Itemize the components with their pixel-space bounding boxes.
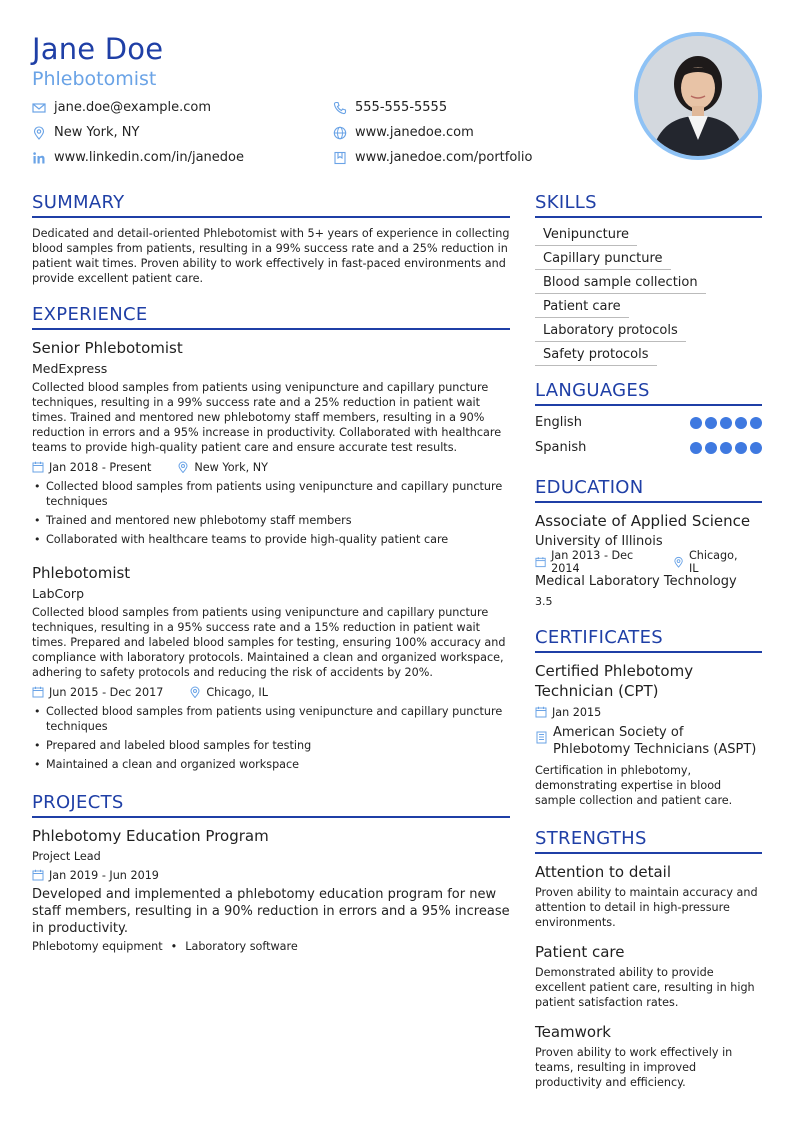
experience-entry: [32, 338, 510, 547]
job-description: Collected blood samples from patients using venipuncture and capillary puncture techniques, resulting in a 95% success rate and a 15% reduction in patient wait times. Prepared and labeled blood samples for testing, ensuring 100% accuracy and compliance with laboratory protocols. Maintained a clean and organized workspace, adhering to safety protocols and reducing the risk of accidents by 20%.: [32, 606, 506, 679]
avatar: [638, 36, 758, 156]
proficiency-dots: [687, 442, 762, 454]
phone-text: 555-555-5555: [355, 100, 448, 115]
proficiency-dot: [690, 442, 702, 454]
summary-heading: SUMMARY: [32, 192, 510, 218]
project-tags: [32, 940, 510, 953]
phone-icon: [333, 101, 347, 115]
education-school: University of Illinois: [535, 534, 663, 549]
strength-title: Teamwork: [535, 1023, 611, 1041]
candidate-title: Phlebotomist: [32, 68, 157, 90]
contact-email[interactable]: [32, 100, 211, 115]
list-item: • Prepared and labeled blood samples for testing: [32, 738, 510, 753]
proficiency-dot: [705, 417, 717, 429]
project-dates: Jan 2019 - Jun 2019: [49, 868, 159, 882]
language-row: [535, 435, 762, 460]
map-pin-icon: [177, 461, 189, 473]
left-column: [32, 192, 510, 953]
languages-list: [535, 410, 762, 460]
languages-heading: LANGUAGES: [535, 380, 762, 406]
skill-item: Laboratory protocols: [535, 322, 686, 342]
job-title: Phlebotomist: [32, 564, 131, 582]
language-name: Spanish: [535, 440, 587, 455]
building-icon: [535, 730, 548, 744]
strength-title: Patient care: [535, 943, 625, 961]
proficiency-dot: [735, 442, 747, 454]
strength-description: Demonstrated ability to provide excellent patient care, resulting in high patient satisfaction rates.: [535, 966, 755, 1009]
skill-item: Blood sample collection: [535, 274, 706, 294]
project-description: Developed and implemented a phlebotomy education program for new staff members, resulting in a 90% reduction in errors and a 95% increase in productivity.: [32, 887, 510, 936]
education-meta: [535, 549, 762, 575]
language-row: [535, 410, 762, 435]
website-text: www.janedoe.com: [355, 125, 474, 140]
map-pin-icon: [673, 556, 684, 568]
experience-entry: [32, 563, 510, 772]
job-bullets: [32, 479, 510, 547]
calendar-icon: [32, 869, 44, 881]
contact-portfolio[interactable]: [333, 150, 533, 165]
strength-item: [535, 942, 762, 1010]
skills-heading: SKILLS: [535, 192, 762, 218]
linkedin-text: www.linkedin.com/in/janedoe: [54, 150, 244, 165]
certificate-description: Certification in phlebotomy, demonstrating expertise in blood sample collection and patient care.: [535, 764, 733, 807]
right-column: [535, 192, 762, 1090]
skill-item: Patient care: [535, 298, 629, 318]
certificate-date-row: [535, 704, 762, 720]
candidate-name: Jane Doe: [32, 32, 164, 66]
strength-title: Attention to detail: [535, 863, 671, 881]
list-item: • Maintained a clean and organized workspace: [32, 757, 510, 772]
contact-location: [32, 125, 139, 140]
map-pin-icon: [32, 126, 46, 140]
list-item: • Trained and mentored new phlebotomy staff members: [32, 513, 510, 528]
contact-phone[interactable]: [333, 100, 447, 115]
calendar-icon: [535, 556, 546, 568]
email-text: jane.doe@example.com: [54, 100, 212, 115]
certificate-title: Certified Phlebotomy Technician (CPT): [535, 662, 694, 700]
globe-icon: [333, 126, 347, 140]
contact-website[interactable]: [333, 125, 474, 140]
tag-separator: •: [170, 940, 178, 953]
strength-item: [535, 1022, 762, 1090]
email-icon: [32, 101, 46, 115]
education-location: Chicago, IL: [689, 549, 738, 575]
job-dates: Jan 2018 - Present: [49, 460, 152, 474]
job-meta: [32, 459, 510, 475]
project-meta: [32, 867, 510, 883]
proficiency-dot: [735, 417, 747, 429]
certificate-org: American Society of Phlebotomy Technicians (ASPT): [553, 725, 757, 757]
contact-linkedin[interactable]: [32, 150, 244, 165]
list-item: • Collected blood samples from patients using venipuncture and capillary puncture techniques: [32, 479, 510, 509]
location-text: New York, NY: [54, 125, 140, 140]
job-company: MedExpress: [32, 361, 108, 376]
experience-heading: EXPERIENCE: [32, 304, 510, 330]
summary-text: Dedicated and detail-oriented Phlebotomist with 5+ years of experience in collecting blood samples from patients, resulting in a 99% success rate and a 25% reduction in patient wait times. Proven ability to work effectively in fast-paced environments and provide excellent patient care.: [32, 227, 510, 285]
calendar-icon: [32, 461, 44, 473]
project-role: Project Lead: [32, 850, 101, 863]
proficiency-dot: [690, 417, 702, 429]
skills-list: [535, 226, 762, 366]
strength-description: Proven ability to maintain accuracy and attention to detail in high-pressure environments.: [535, 886, 758, 929]
job-meta: [32, 684, 510, 700]
certificates-heading: CERTIFICATES: [535, 627, 762, 653]
project-tag: Laboratory software: [185, 940, 298, 953]
list-item: • Collaborated with healthcare teams to provide high-quality patient care: [32, 532, 510, 547]
portfolio-text: www.janedoe.com/portfolio: [355, 150, 533, 165]
education-dates: Jan 2013 - Dec 2014: [551, 549, 634, 575]
proficiency-dot: [750, 442, 762, 454]
job-description: Collected blood samples from patients using venipuncture and capillary puncture techniques, resulting in a 99% success rate and a 25% reduction in patient wait times. Trained and mentored new phlebotomy staff members, resulting in a 90% reduction in errors and a 95% increase in productivity. Collaborated with healthcare teams to provide high-quality patient care and ensure accurate test results.: [32, 381, 502, 454]
proficiency-dot: [750, 417, 762, 429]
profile-photo: [634, 32, 762, 160]
strength-item: [535, 862, 762, 930]
projects-heading: PROJECTS: [32, 792, 510, 818]
job-company: LabCorp: [32, 586, 85, 601]
proficiency-dot: [720, 417, 732, 429]
bookmark-icon: [333, 151, 347, 165]
education-field: Medical Laboratory Technology: [535, 574, 737, 589]
proficiency-dots: [687, 417, 762, 429]
job-bullets: [32, 704, 510, 772]
project-tag: Phlebotomy equipment: [32, 940, 163, 953]
linkedin-icon: [32, 151, 46, 165]
job-dates: Jun 2015 - Dec 2017: [49, 685, 164, 699]
skill-item: Venipuncture: [535, 226, 637, 246]
project-title: Phlebotomy Education Program: [32, 827, 269, 845]
proficiency-dot: [720, 442, 732, 454]
education-gpa: 3.5: [535, 595, 553, 608]
language-name: English: [535, 415, 582, 430]
education-degree: Associate of Applied Science: [535, 512, 751, 530]
calendar-icon: [535, 706, 547, 718]
job-location: New York, NY: [194, 460, 268, 474]
skill-item: Safety protocols: [535, 346, 657, 366]
proficiency-dot: [705, 442, 717, 454]
job-location: Chicago, IL: [206, 685, 268, 699]
skill-item: Capillary puncture: [535, 250, 671, 270]
map-pin-icon: [189, 686, 201, 698]
certificate-org-row: [535, 724, 762, 758]
certificate-date: Jan 2015: [552, 705, 602, 719]
strength-description: Proven ability to work effectively in teams, resulting in improved productivity and efficiency.: [535, 1046, 733, 1089]
list-item: • Collected blood samples from patients using venipuncture and capillary puncture techniques: [32, 704, 510, 734]
strengths-heading: STRENGTHS: [535, 828, 762, 854]
job-title: Senior Phlebotomist: [32, 339, 183, 357]
education-heading: EDUCATION: [535, 477, 762, 503]
calendar-icon: [32, 686, 44, 698]
resume-header: [32, 32, 632, 91]
